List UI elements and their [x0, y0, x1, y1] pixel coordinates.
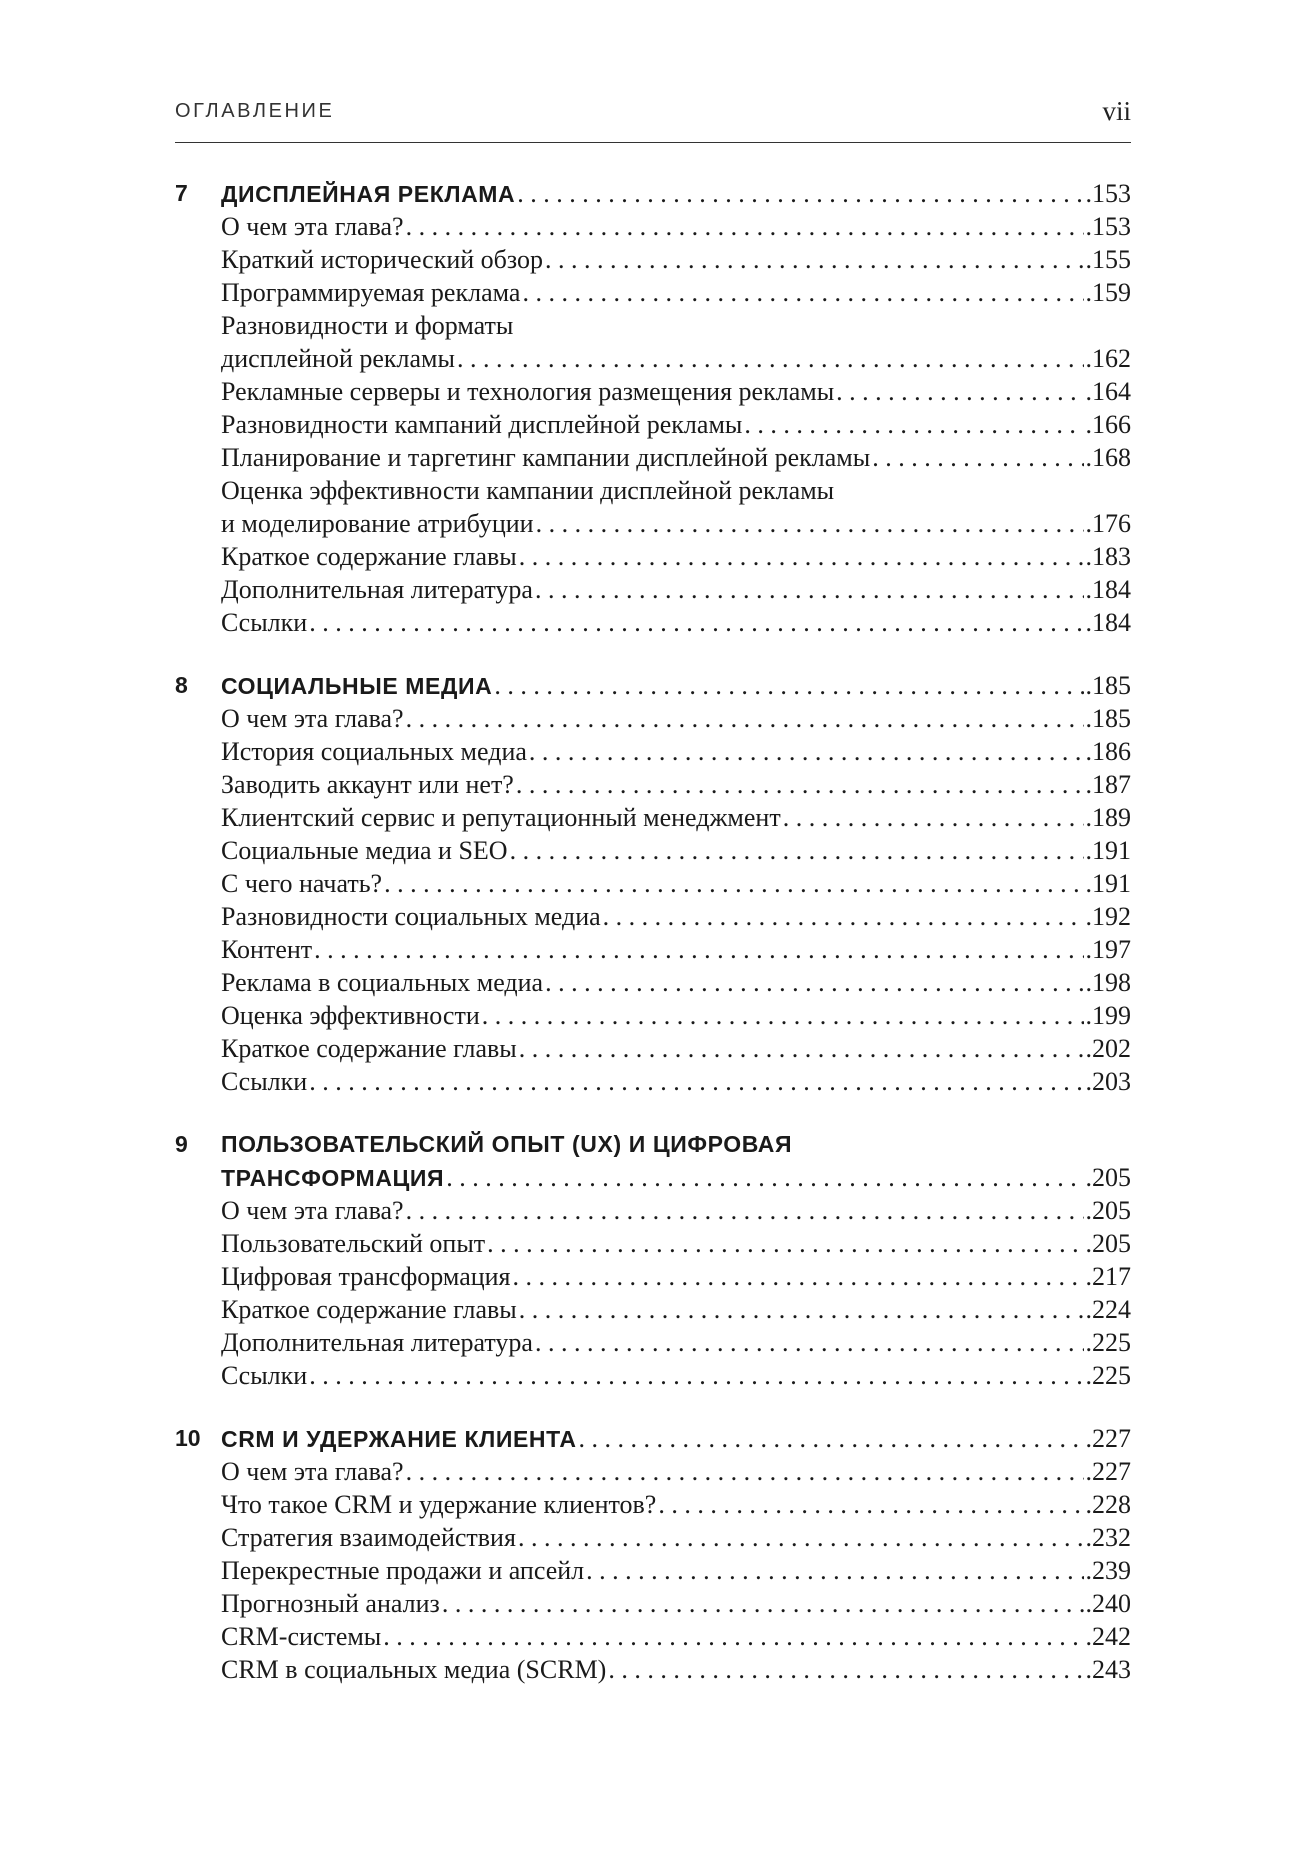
toc-entry-title: Оценка эффективности: [221, 1001, 480, 1030]
toc-entry-page-number: .203: [1085, 1067, 1131, 1096]
toc-entry-page-number: .197: [1085, 935, 1131, 964]
table-of-contents: [175, 177, 1131, 1716]
toc-entry-title: С чего начать?: [221, 869, 383, 898]
toc-entry[interactable]: [175, 768, 1131, 801]
toc-entry-page-number: .185: [1085, 704, 1131, 733]
chapter-heading-row[interactable]: [175, 669, 1131, 702]
chapter-title: ПОЛЬЗОВАТЕЛЬСКИЙ ОПЫТ (UX) И ЦИФРОВАЯ: [221, 1131, 793, 1157]
toc-entry-page-number: .242: [1085, 1622, 1131, 1651]
dot-leader: [603, 900, 1084, 933]
toc-entry-title: Контент: [221, 935, 313, 964]
toc-entry[interactable]: [175, 933, 1131, 966]
toc-entry-page-number: .168: [1085, 443, 1131, 472]
toc-entry-title: Стратегия взаимодействия: [221, 1523, 516, 1552]
dot-leader: [517, 177, 1083, 210]
toc-entry[interactable]: [175, 867, 1131, 900]
toc-entry-page-number: .202: [1085, 1034, 1131, 1063]
toc-entry-title: и моделирование атрибуции: [221, 509, 534, 538]
toc-entry-page-number: .191: [1085, 869, 1131, 898]
toc-entry-page-number: .187: [1085, 770, 1131, 799]
toc-entry-title: Реклама в социальных медиа: [221, 968, 544, 997]
dot-leader: [658, 1488, 1083, 1521]
toc-entry-page-number: .166: [1085, 410, 1131, 439]
toc-entry-title: CRM-системы: [221, 1622, 382, 1651]
dot-leader: [545, 243, 1083, 276]
dot-leader: [535, 573, 1084, 606]
toc-entry[interactable]: [175, 999, 1131, 1032]
toc-entry-title: Перекрестные продажи и апсейл: [221, 1556, 585, 1585]
toc-entry-title: Краткое содержание главы: [221, 1034, 517, 1063]
toc-entry-title: Рекламные серверы и технология размещения рекламы: [221, 377, 835, 406]
header-rule: [175, 142, 1131, 143]
toc-entry-title: Что такое CRM и удержание клиентов?: [221, 1490, 657, 1519]
toc-entry-title: История социальных медиа: [221, 737, 527, 766]
toc-entry-title: Оценка эффективности кампании дисплейной рекламы: [221, 476, 835, 505]
toc-entry[interactable]: [175, 801, 1131, 834]
chapter-number: 8: [175, 672, 188, 698]
dot-leader: [457, 342, 1084, 375]
toc-entry[interactable]: [175, 1620, 1131, 1653]
toc-entry-page-number: .191: [1085, 836, 1131, 865]
dot-leader: [608, 1653, 1083, 1686]
dot-leader: [513, 1260, 1084, 1293]
toc-entry[interactable]: [175, 1587, 1131, 1620]
toc-entry-page-number: .224: [1085, 1295, 1131, 1324]
toc-entry[interactable]: [175, 540, 1131, 573]
chapter-page-number: .185: [1085, 671, 1131, 700]
dot-leader: [309, 1065, 1083, 1098]
toc-entry-page-number: .162: [1085, 344, 1131, 373]
toc-entry-title: Пользовательский опыт: [221, 1229, 486, 1258]
toc-entry[interactable]: [175, 606, 1131, 639]
dot-leader: [487, 1227, 1083, 1260]
toc-entry[interactable]: [175, 1227, 1131, 1260]
toc-entry-title: О чем эта глава?: [221, 704, 404, 733]
toc-entry[interactable]: [175, 1065, 1131, 1098]
dot-leader: [406, 702, 1084, 735]
dot-leader: [510, 834, 1084, 867]
dot-leader: [406, 210, 1084, 243]
toc-entry[interactable]: [175, 408, 1131, 441]
toc-entry[interactable]: [175, 243, 1131, 276]
dot-leader: [519, 540, 1084, 573]
chapter-number: 9: [175, 1131, 188, 1157]
toc-entry-page-number: .217: [1085, 1262, 1131, 1291]
toc-entry[interactable]: [175, 507, 1131, 540]
toc-entry-title: Планирование и таргетинг кампании дисплейной рекламы: [221, 443, 871, 472]
toc-entry[interactable]: [175, 900, 1131, 933]
page-number: vii: [1102, 96, 1131, 126]
toc-entry-page-number: .239: [1085, 1556, 1131, 1585]
toc-entry-page-number: .240: [1085, 1589, 1131, 1618]
dot-leader: [522, 276, 1083, 309]
toc-entry-page-number: .205: [1085, 1229, 1131, 1258]
toc-entry-title: Прогнозный анализ: [221, 1589, 440, 1618]
toc-entry[interactable]: [175, 1293, 1131, 1326]
toc-entry[interactable]: [175, 1455, 1131, 1488]
toc-entry-title: Краткое содержание главы: [221, 542, 517, 571]
toc-entry[interactable]: [175, 1032, 1131, 1065]
toc-entry-page-number: .225: [1085, 1328, 1131, 1357]
toc-chapter-10: [175, 1422, 1131, 1686]
toc-entry-title: Программируемая реклама: [221, 278, 521, 307]
toc-entry-title: CRM в социальных медиа (SCRM): [221, 1655, 607, 1684]
toc-entry[interactable]: [175, 210, 1131, 243]
dot-leader: [535, 1326, 1084, 1359]
toc-entry[interactable]: [175, 1554, 1131, 1587]
toc-entry-title: Разновидности кампаний дисплейной рекламы: [221, 410, 743, 439]
toc-entry-title: Дополнительная литература: [221, 575, 533, 604]
chapter-heading-row[interactable]: [175, 1128, 1131, 1161]
chapter-title: СОЦИАЛЬНЫЕ МЕДИА: [221, 673, 493, 699]
toc-entry-page-number: .164: [1085, 377, 1131, 406]
dot-leader: [744, 408, 1083, 441]
toc-entry-title: Ссылки: [221, 608, 308, 637]
toc-entry[interactable]: [175, 1521, 1131, 1554]
chapter-title: ТРАНСФОРМАЦИЯ: [221, 1165, 445, 1191]
dot-leader: [536, 507, 1084, 540]
toc-entry-page-number: .184: [1085, 608, 1131, 637]
toc-entry[interactable]: [175, 702, 1131, 735]
toc-entry-page-number: .176: [1085, 509, 1131, 538]
toc-entry-title: Краткий исторический обзор: [221, 245, 544, 274]
chapter-heading-row[interactable]: [175, 1161, 1131, 1194]
chapter-title: CRM И УДЕРЖАНИЕ КЛИЕНТА: [221, 1426, 577, 1452]
toc-entry[interactable]: [175, 309, 1131, 342]
dot-leader: [518, 1521, 1084, 1554]
toc-entry[interactable]: [175, 1488, 1131, 1521]
dot-leader: [872, 441, 1083, 474]
toc-entry-title: О чем эта глава?: [221, 1457, 404, 1486]
toc-entry-title: Краткое содержание главы: [221, 1295, 517, 1324]
toc-entry-title: Цифровая трансформация: [221, 1262, 511, 1291]
dot-leader: [516, 768, 1084, 801]
toc-entry-title: дисплейной рекламы: [221, 344, 455, 373]
dot-leader: [519, 1293, 1084, 1326]
dot-leader: [383, 1620, 1083, 1653]
dot-leader: [783, 801, 1084, 834]
toc-entry-page-number: .198: [1085, 968, 1131, 997]
toc-entry-title: Дополнительная литература: [221, 1328, 533, 1357]
toc-entry[interactable]: [175, 1194, 1131, 1227]
toc-entry[interactable]: [175, 834, 1131, 867]
toc-entry[interactable]: [175, 573, 1131, 606]
toc-entry-page-number: .232: [1085, 1523, 1131, 1552]
toc-entry[interactable]: [175, 1260, 1131, 1293]
dot-leader: [309, 606, 1083, 639]
dot-leader: [836, 375, 1083, 408]
toc-entry-title: Разновидности социальных медиа: [221, 902, 601, 931]
dot-leader: [529, 735, 1084, 768]
dot-leader: [579, 1422, 1084, 1455]
toc-entry-title: Разновидности и форматы: [221, 311, 514, 340]
toc-entry[interactable]: [175, 342, 1131, 375]
dot-leader: [406, 1455, 1084, 1488]
dot-leader: [519, 1032, 1084, 1065]
chapter-heading-row[interactable]: [175, 177, 1131, 210]
running-title: ОГЛАВЛЕНИЕ: [175, 100, 335, 122]
toc-entry[interactable]: [175, 276, 1131, 309]
toc-entry[interactable]: [175, 1359, 1131, 1392]
toc-entry-title: Социальные медиа и SEO: [221, 836, 508, 865]
dot-leader: [482, 999, 1084, 1032]
dot-leader: [494, 669, 1083, 702]
toc-entry-page-number: .228: [1085, 1490, 1131, 1519]
toc-entry-page-number: .159: [1085, 278, 1131, 307]
toc-entry[interactable]: [175, 441, 1131, 474]
running-head: [175, 96, 1131, 126]
dot-leader: [406, 1194, 1084, 1227]
toc-entry-title: Заводить аккаунт или нет?: [221, 770, 514, 799]
toc-entry-title: Клиентский сервис и репутационный менеджмент: [221, 803, 781, 832]
toc-entry[interactable]: [175, 1326, 1131, 1359]
toc-entry[interactable]: [175, 966, 1131, 999]
dot-leader: [446, 1161, 1083, 1194]
dot-leader: [384, 867, 1083, 900]
chapter-page-number: .227: [1085, 1424, 1131, 1453]
toc-entry-page-number: .184: [1085, 575, 1131, 604]
chapter-page-number: .205: [1085, 1163, 1131, 1192]
toc-entry[interactable]: [175, 375, 1131, 408]
chapter-heading-row[interactable]: [175, 1422, 1131, 1455]
chapter-title: ДИСПЛЕЙНАЯ РЕКЛАМА: [221, 181, 516, 207]
dot-leader: [586, 1554, 1083, 1587]
dot-leader: [309, 1359, 1083, 1392]
toc-entry-page-number: .186: [1085, 737, 1131, 766]
toc-entry-title: О чем эта глава?: [221, 212, 404, 241]
toc-entry-page-number: .192: [1085, 902, 1131, 931]
chapter-page-number: .153: [1085, 179, 1131, 208]
toc-entry-page-number: .153: [1085, 212, 1131, 241]
toc-chapter-8: [175, 669, 1131, 1098]
toc-entry-page-number: .243: [1085, 1655, 1131, 1684]
toc-entry-page-number: .183: [1085, 542, 1131, 571]
toc-entry-title: Ссылки: [221, 1067, 308, 1096]
toc-entry-page-number: .205: [1085, 1196, 1131, 1225]
toc-entry[interactable]: [175, 474, 1131, 507]
toc-entry-page-number: .225: [1085, 1361, 1131, 1390]
toc-chapter-7: [175, 177, 1131, 639]
chapter-number: 7: [175, 180, 188, 206]
toc-entry[interactable]: [175, 735, 1131, 768]
dot-leader: [545, 966, 1083, 999]
toc-entry-page-number: .189: [1085, 803, 1131, 832]
toc-chapter-9: [175, 1128, 1131, 1392]
dot-leader: [314, 933, 1083, 966]
toc-entry-page-number: .199: [1085, 1001, 1131, 1030]
toc-entry-title: Ссылки: [221, 1361, 308, 1390]
dot-leader: [442, 1587, 1084, 1620]
toc-entry-page-number: .155: [1085, 245, 1131, 274]
chapter-number: 10: [175, 1425, 201, 1451]
toc-entry-page-number: .227: [1085, 1457, 1131, 1486]
toc-entry-title: О чем эта глава?: [221, 1196, 404, 1225]
toc-entry[interactable]: [175, 1653, 1131, 1686]
